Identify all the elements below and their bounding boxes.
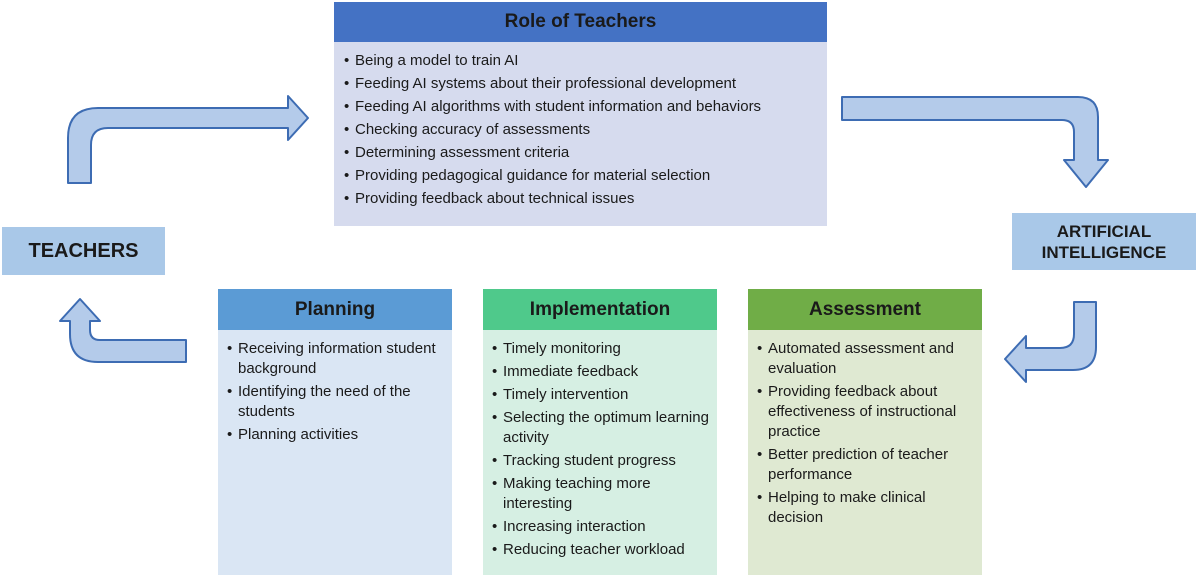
role-item: • Providing pedagogical guidance for material selection xyxy=(344,166,817,186)
assessment-item: • Providing feedback about effectiveness of instructional practice xyxy=(757,382,974,442)
role-item: • Checking accuracy of assessments xyxy=(344,120,817,140)
role-item: • Determining assessment criteria xyxy=(344,143,817,163)
implementation-title: Implementation xyxy=(529,298,671,320)
implementation-item: • Selecting the optimum learning activity xyxy=(492,408,709,448)
assessment-item: • Better prediction of teacher performance xyxy=(757,445,974,485)
role-of-teachers-box xyxy=(334,2,827,226)
assessment-header xyxy=(748,289,982,330)
implementation-item: • Immediate feedback xyxy=(492,362,709,382)
planning-header xyxy=(218,289,452,330)
planning-box xyxy=(218,289,452,575)
implementation-header xyxy=(483,289,717,330)
implementation-item: • Reducing teacher workload xyxy=(492,540,709,560)
assessment-box xyxy=(748,289,982,575)
implementation-list xyxy=(483,330,717,560)
role-item: • Providing feedback about technical issues xyxy=(344,189,817,209)
arrow-planning-to-teachers xyxy=(60,299,186,362)
planning-item: • Planning activities xyxy=(227,425,444,445)
implementation-item: • Timely intervention xyxy=(492,385,709,405)
assessment-title: Assessment xyxy=(809,298,921,320)
assessment-list xyxy=(748,330,982,528)
planning-item: • Receiving information student background xyxy=(227,339,444,379)
implementation-item: • Timely monitoring xyxy=(492,339,709,359)
teachers-label-text: TEACHERS xyxy=(28,239,139,262)
role-item: • Being a model to train AI xyxy=(344,51,817,71)
role-of-teachers-list xyxy=(334,42,827,209)
implementation-item: • Tracking student progress xyxy=(492,451,709,471)
ai-label-line2: INTELLIGENCE xyxy=(1041,242,1167,262)
planning-title: Planning xyxy=(294,298,376,320)
planning-list xyxy=(218,330,452,445)
role-of-teachers-header xyxy=(334,2,827,42)
ai-label xyxy=(1012,213,1196,270)
assessment-item: • Automated assessment and evaluation xyxy=(757,339,974,379)
teachers-label xyxy=(2,227,165,275)
implementation-item: • Making teaching more interesting xyxy=(492,474,709,514)
arrow-teachers-to-role xyxy=(68,96,308,183)
role-of-teachers-title: Role of Teachers xyxy=(504,11,657,32)
role-item: • Feeding AI algorithms with student information and behaviors xyxy=(344,97,817,117)
role-item: • Feeding AI systems about their professional development xyxy=(344,74,817,94)
ai-label-line1: ARTIFICIAL xyxy=(1056,221,1152,241)
arrow-role-to-ai xyxy=(842,97,1108,187)
implementation-box xyxy=(483,289,717,575)
planning-item: • Identifying the need of the students xyxy=(227,382,444,422)
implementation-item: • Increasing interaction xyxy=(492,517,709,537)
assessment-item: • Helping to make clinical decision xyxy=(757,488,974,528)
arrow-ai-to-assessment xyxy=(1005,302,1096,382)
